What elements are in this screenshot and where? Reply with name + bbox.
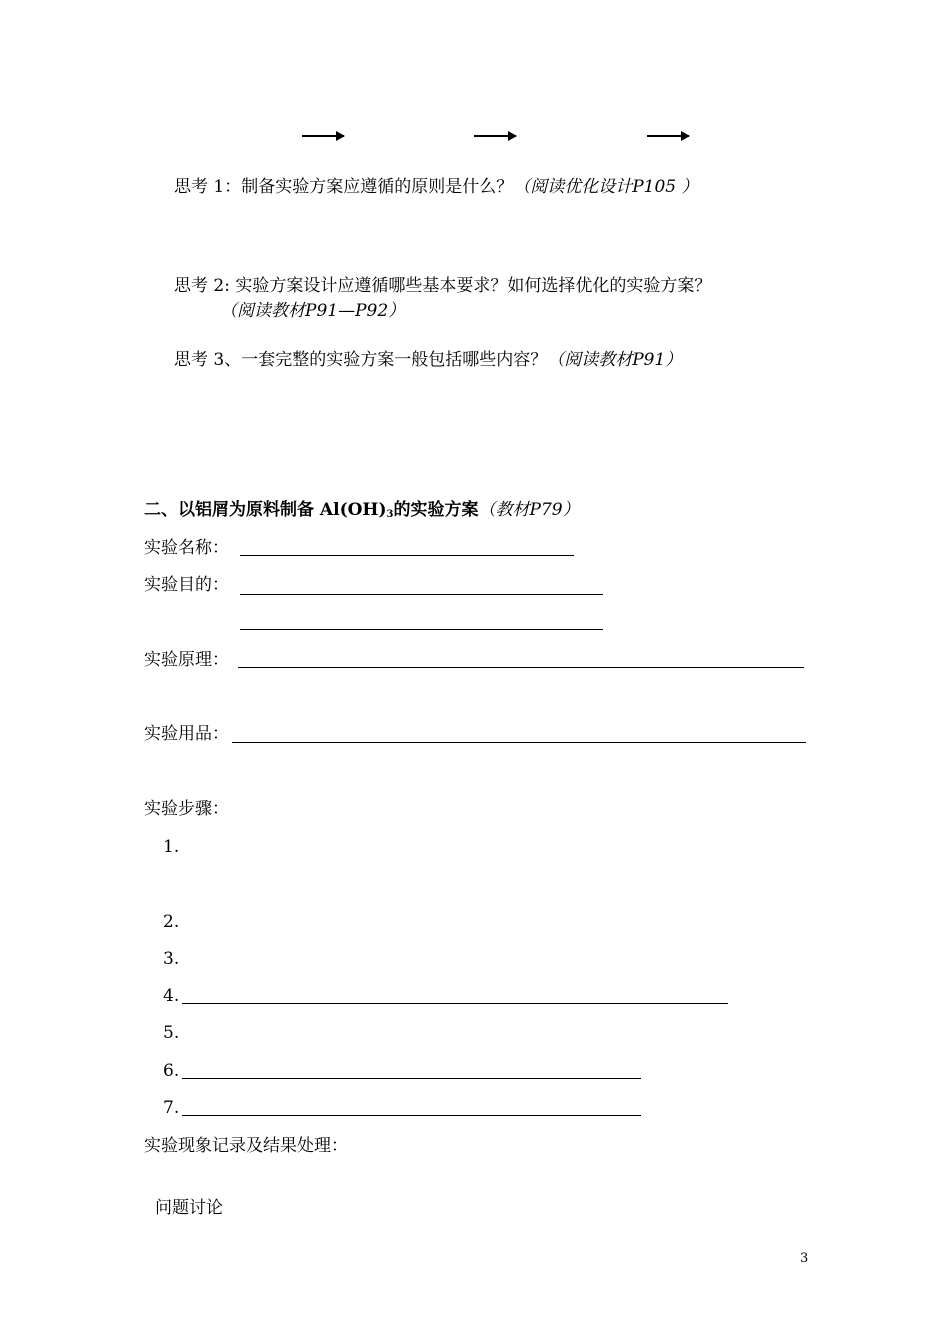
experiment-goal-blank-2[interactable] <box>240 629 603 630</box>
section-2-heading <box>144 500 580 520</box>
question-1-ref: （阅读优化设计P105 ） <box>513 177 699 197</box>
record-label: 实验现象记录及结果处理： <box>144 1136 348 1156</box>
question-3-text: 思考 3、一套完整的实验方案一般包括哪些内容？ <box>174 350 548 370</box>
question-2-ref: （阅读教材P91—P92） <box>220 301 406 321</box>
step-6-blank[interactable] <box>182 1078 641 1079</box>
experiment-name-label: 实验名称： <box>144 538 229 558</box>
flow-arrow-3 <box>647 135 689 137</box>
step-7: 7. <box>163 1098 180 1118</box>
question-3 <box>174 350 682 370</box>
section-2-heading-sub: 3 <box>386 509 394 520</box>
experiment-name-blank[interactable] <box>240 555 574 556</box>
question-3-ref: （阅读教材P91） <box>547 350 683 370</box>
step-3: 3. <box>163 949 180 969</box>
step-7-blank[interactable] <box>182 1115 641 1116</box>
experiment-principle-blank[interactable] <box>238 667 804 668</box>
step-2: 2. <box>163 912 180 932</box>
section-2-heading-ref: （教材P79） <box>478 500 580 520</box>
experiment-steps-label: 实验步骤： <box>144 799 229 819</box>
flow-arrow-1 <box>302 135 344 137</box>
question-2 <box>174 276 711 296</box>
experiment-materials-blank[interactable] <box>232 742 806 743</box>
experiment-principle-label: 实验原理： <box>144 650 229 670</box>
step-5: 5. <box>163 1023 180 1043</box>
question-2-text: 思考 2: 实验方案设计应遵循哪些基本要求？如何选择优化的实验方案？ <box>174 276 712 296</box>
section-2-heading-pre: 二、以铝屑为原料制备 Al(OH) <box>144 500 387 520</box>
flow-arrow-2 <box>474 135 516 137</box>
step-4: 4. <box>163 986 180 1006</box>
step-4-blank[interactable] <box>182 1003 728 1004</box>
question-1 <box>174 177 699 197</box>
experiment-goal-blank-1[interactable] <box>240 594 603 595</box>
step-6: 6. <box>163 1061 180 1081</box>
question-1-text: 思考 1：制备实验方案应遵循的原则是什么？ <box>174 177 514 197</box>
experiment-goal-label: 实验目的： <box>144 575 229 595</box>
discussion-label: 问题讨论 <box>155 1198 223 1218</box>
page-number: 3 <box>800 1251 809 1266</box>
experiment-materials-label: 实验用品： <box>144 724 229 744</box>
step-1: 1. <box>163 837 180 857</box>
section-2-heading-post: 的实验方案 <box>393 500 479 520</box>
